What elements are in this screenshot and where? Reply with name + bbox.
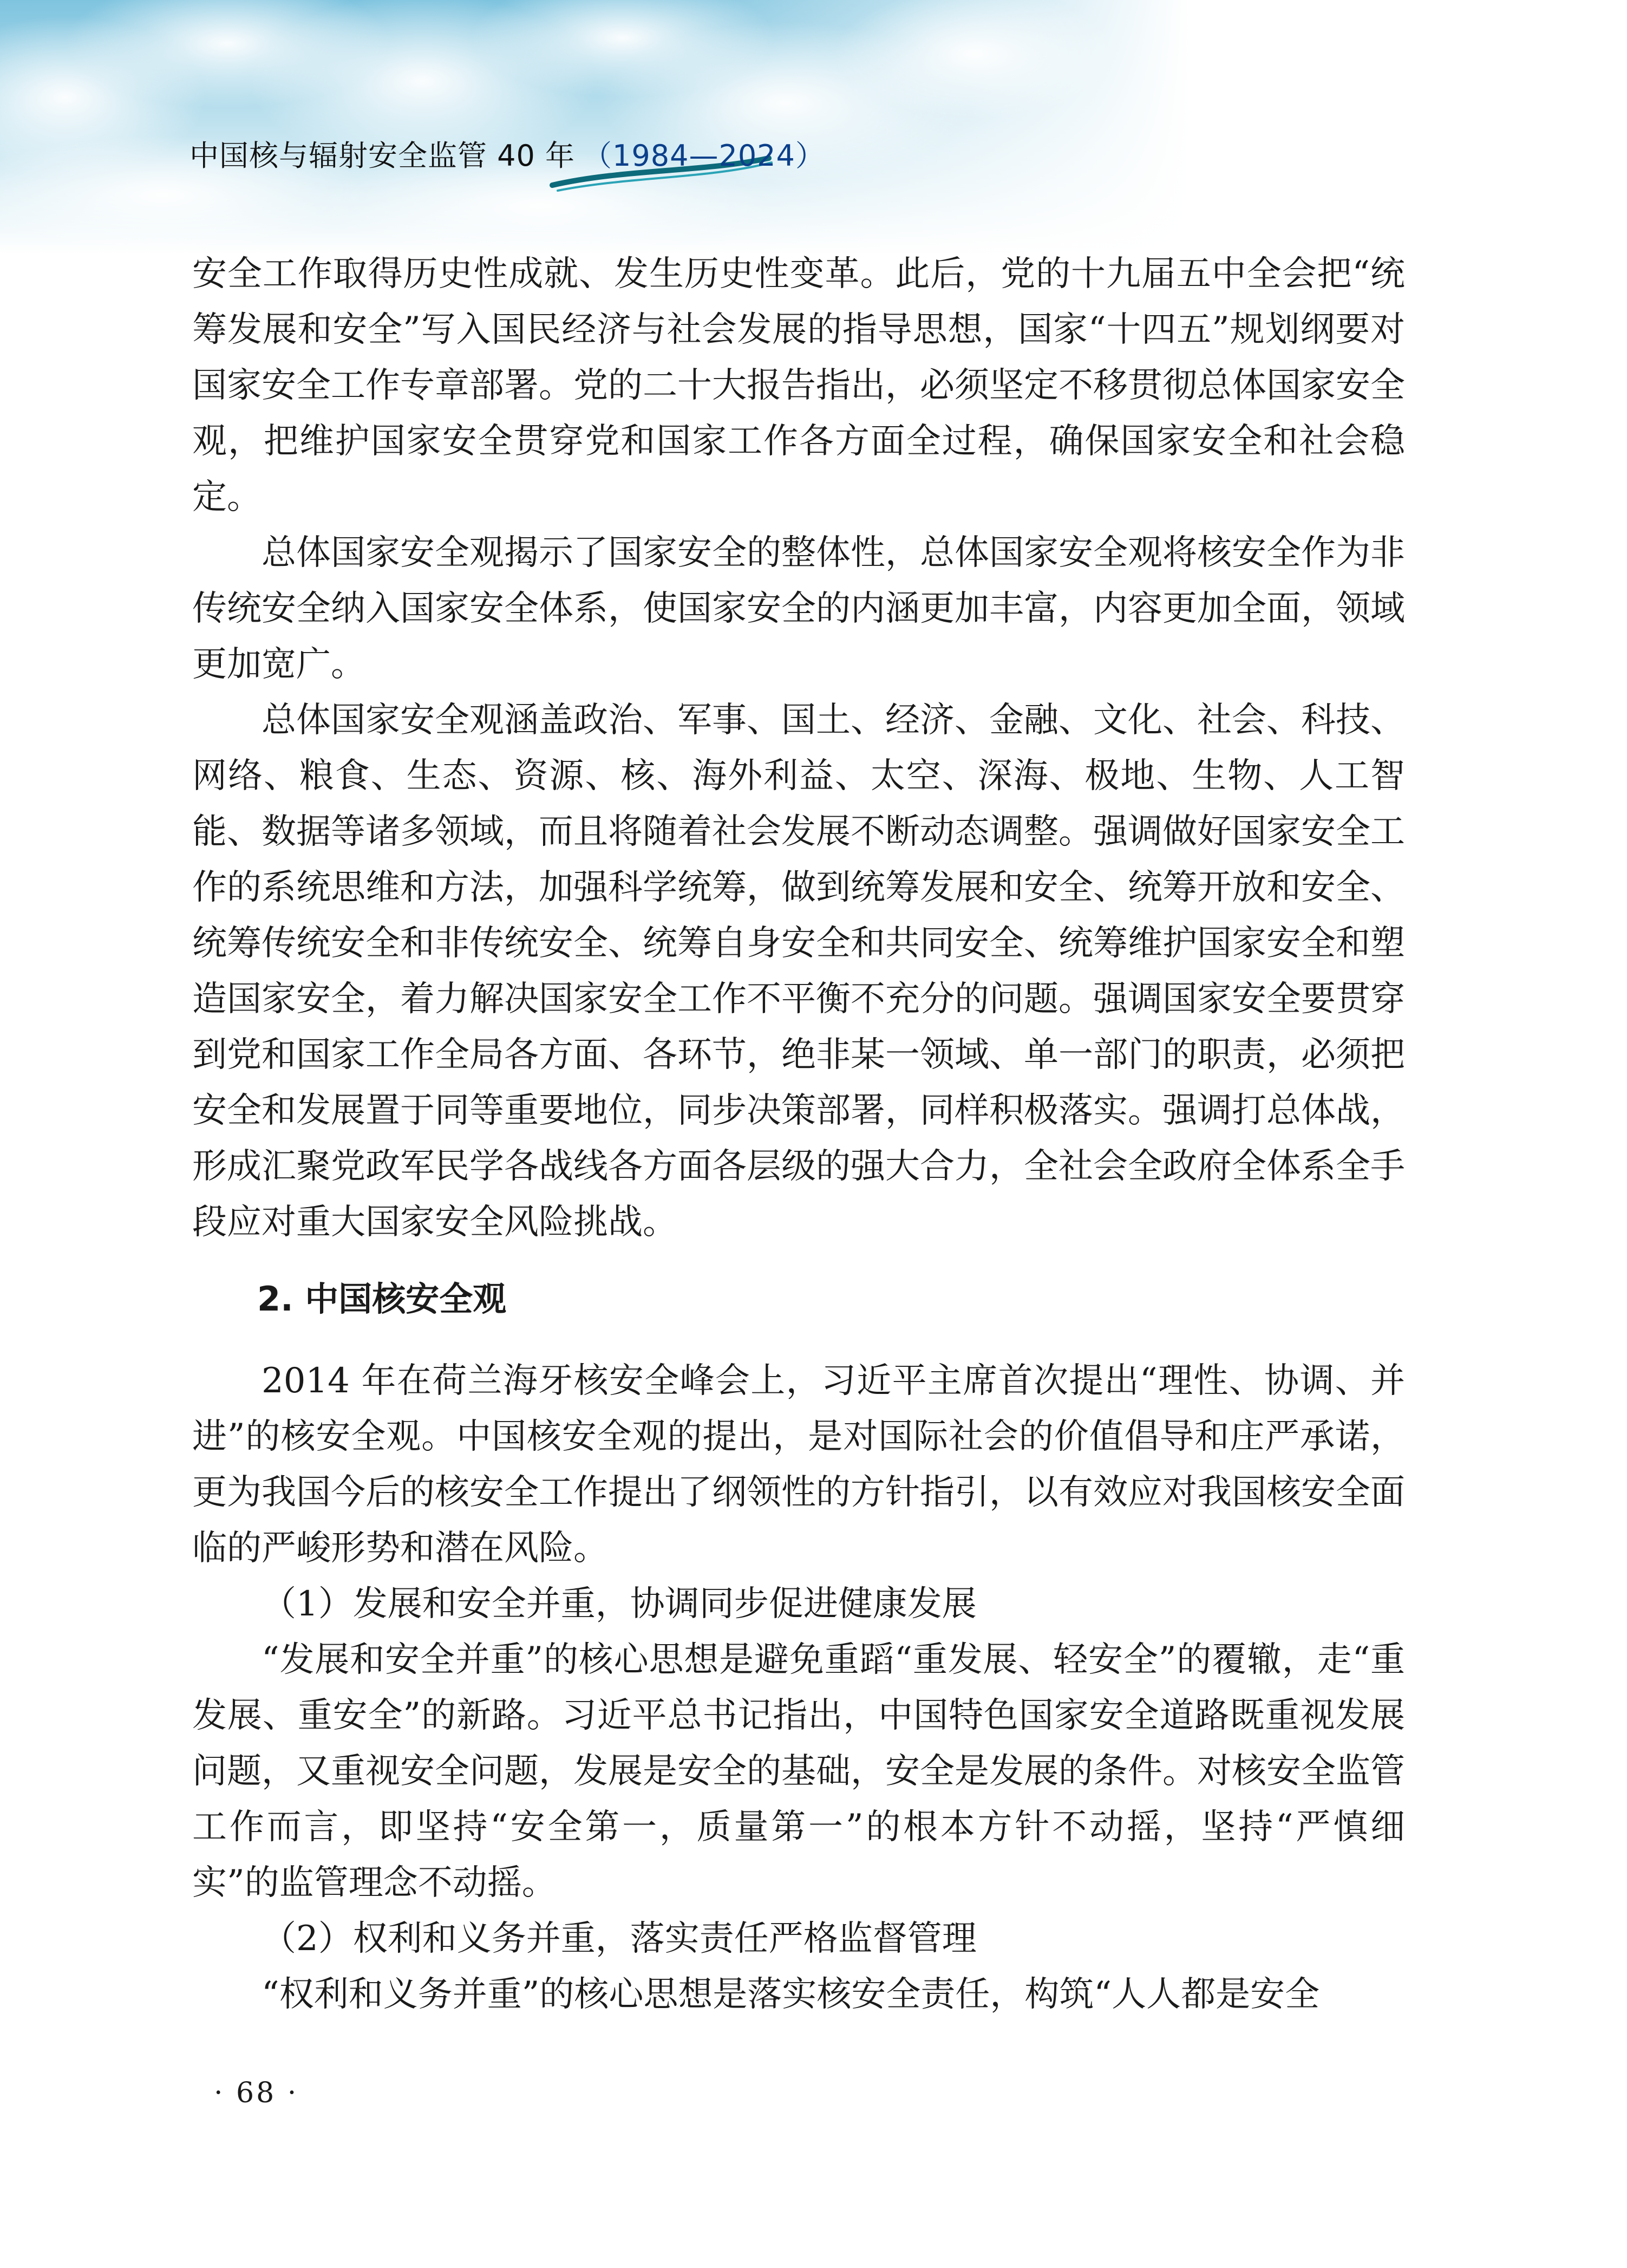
page-number: · 68 · (214, 2077, 299, 2109)
paragraph: 总体国家安全观揭示了国家安全的整体性，总体国家安全观将核安全作为非传统安全纳入国家安全体系，使国家安全的内涵更加丰富，内容更加全面，领域更加宽广。 (192, 533, 1405, 685)
book-title: 中国核与辐射安全监管 40 年 (190, 139, 576, 173)
paragraph: 总体国家安全观涵盖政治、军事、国土、经济、金融、文化、社会、科技、网络、粮食、生态、资源、核、海外利益、太空、深海、极地、生物、人工智能、数据等诸多领域，而且将随着社会发展不断动态调整。强调做好国家安全工作的系统思维和方法，加强科学统筹，做到统筹发展和安全、统筹开放和安全、统筹传统安全和非传统安全、统筹自身安全和共同安全、统筹维护国家安全和塑造国家安全，着力解决国家安全工作不平衡不充分的问题。强调国家安全要贯穿到党和国家工作全局各方面、各环节，绝非某一领域、单一部门的职责，必须把安全和发展置于同等重要地位，同步决策部署，同样积极落实。强调打总体战，形成汇聚党政军民学各战线各方面各层级的强大合力，全社会全政府全体系全手段应对重大国家安全风险挑战。 (192, 700, 1405, 1242)
paragraph: “发展和安全并重”的核心思想是避免重蹈“重发展、轻安全”的覆辙，走“重发展、重安全”的新路。习近平总书记指出，中国特色国家安全道路既重视发展问题，又重视安全问题，发展是安全的基础，安全是发展的条件。对核安全监管工作而言，即坚持“安全第一，质量第一”的根本方针不动摇，坚持“严慎细实”的监管理念不动摇。 (192, 1640, 1405, 1903)
running-head (190, 133, 825, 174)
subheading: （2）权利和义务并重，落实责任严格监督管理 (262, 1919, 977, 1959)
header-banner (0, 0, 1627, 255)
paragraph: 安全工作取得历史性成就、发生历史性变革。此后，党的十九届五中全会把“统筹发展和安全”写入国民经济与社会发展的指导思想，国家“十四五”规划纲要对国家安全工作专章部署。党的二十大报告指出，必须坚定不移贯彻总体国家安全观，把维护国家安全贯穿党和国家工作各方面全过程，确保国家安全和社会稳定。 (192, 254, 1405, 517)
sky-cloud-illustration (0, 0, 1627, 255)
paragraph: 2014 年在荷兰海牙核安全峰会上，习近平主席首次提出“理性、协调、并进”的核安全观。中国核安全观的提出，是对国际社会的价值倡导和庄严承诺，更为我国今后的核安全工作提出了纲领性的方针指引，以有效应对我国核安全面临的严峻形势和潜在风险。 (192, 1361, 1405, 1568)
paragraph: “权利和义务并重”的核心思想是落实核安全责任，构筑“人人都是安全 (262, 1974, 1320, 2015)
page-body (192, 246, 1405, 2023)
year-range: （1984—2024） (583, 139, 825, 173)
subheading: （1）发展和安全并重，协调同步促进健康发展 (262, 1584, 977, 1624)
section-heading: 2. 中国核安全观 (257, 1279, 507, 1319)
